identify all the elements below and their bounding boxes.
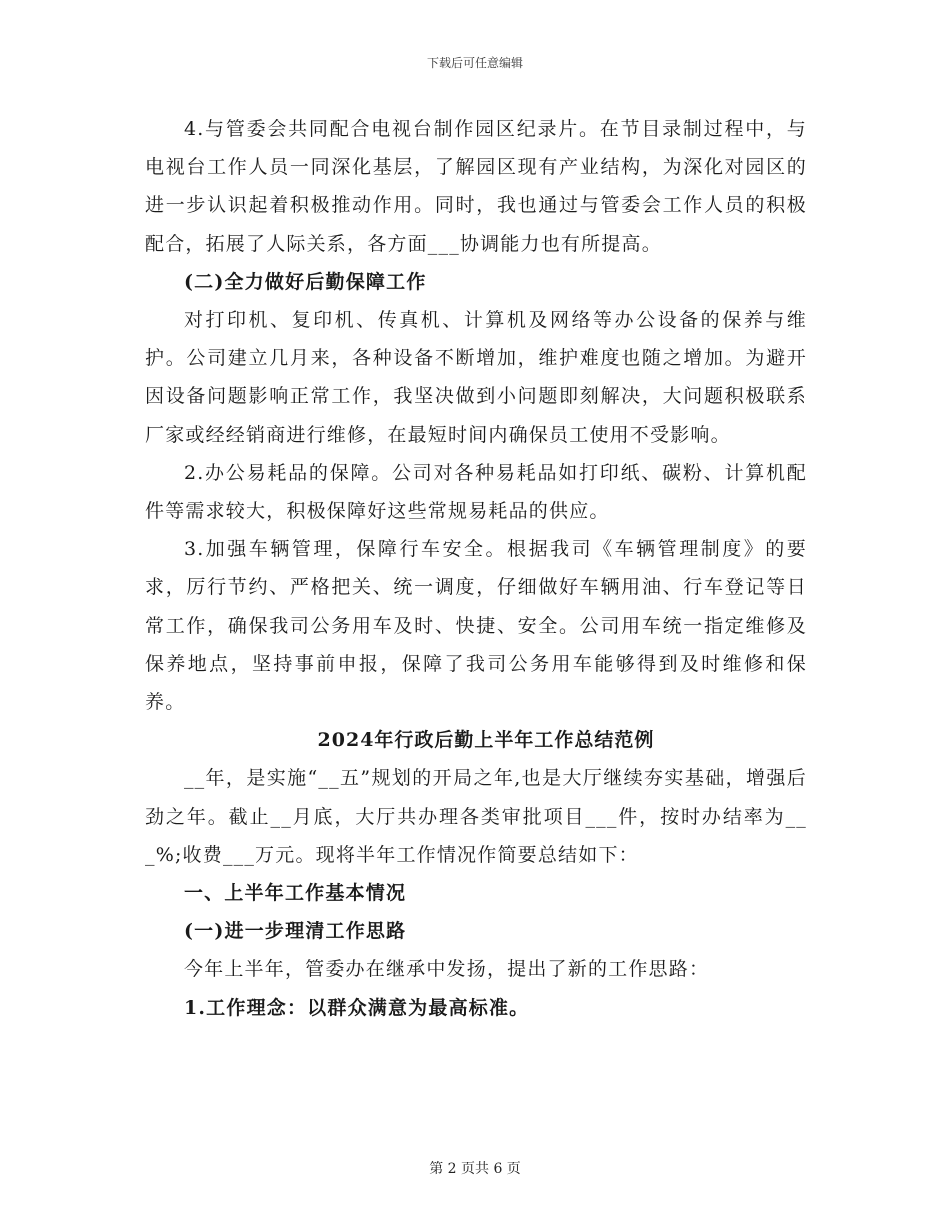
section-heading-basic-situation: 一、上半年工作基本情况 [183,882,407,905]
paragraph-intro: __年，是实施“__五”规划的开局之年,也是大厅继续夯实基础，增强后劲之年。截止__月底，大厅共办理各类审批项目___件，按时办结率为___%;收费___万元。现将半年工作情况作简要总结如下： [145,767,807,866]
page-header: 下载后可任意编辑 [426,56,523,70]
paragraph-new-ideas: 今年上半年，管委办在继承中发扬，提出了新的工作思路： [183,958,710,981]
section-heading-work-ideas: (一)进一步理清工作思路 [183,920,407,943]
paragraph-office-equipment: 对打印机、复印机、传真机、计算机及网络等办公设备的保养与维护。公司建立几月来，各种设备不断增加，维护难度也随之增加。为避开因设备问题影响正常工作，我坚决做到小问题即刻解决，大问题积极联系厂家或经经销商进行维修，在最短时间内确保员工使用不受影响。 [145,309,807,446]
section-heading-work-concept: 1.工作理念：以群众满意为最高标准。 [183,996,530,1019]
page-footer: 第 2 页共 6 页 [429,1161,521,1177]
document-title: 2024年行政后勤上半年工作总结范例 [317,729,655,752]
paragraph-vehicle-management: 3.加强车辆管理，保障行车安全。根据我司《车辆管理制度》的要求，厉行节约、严格把关、统一调度，仔细做好车辆用油、行车登记等日常工作，确保我司公务用车及时、快捷、安全。公司用车统一指定维修及保养地点，坚持事前申报，保障了我司公务用车能够得到及时维修和保养。 [145,538,807,714]
paragraph-consumables: 2.办公易耗品的保障。公司对各种易耗品如打印纸、碳粉、计算机配件等需求较大，积极保障好这些常规易耗品的供应。 [145,461,807,523]
document-body [145,110,807,1027]
section-heading-logistics: (二)全力做好后勤保障工作 [183,270,427,293]
paragraph-tv-documentary: 4.与管委会共同配合电视台制作园区纪录片。在节目录制过程中，与电视台工作人员一同深化基层，了解园区现有产业结构，为深化对园区的进一步认识起着积极推动作用。同时，我也通过与管委会工作人员的积极配合，拓展了人际关系，各方面___协调能力也有所提高。 [145,118,807,255]
